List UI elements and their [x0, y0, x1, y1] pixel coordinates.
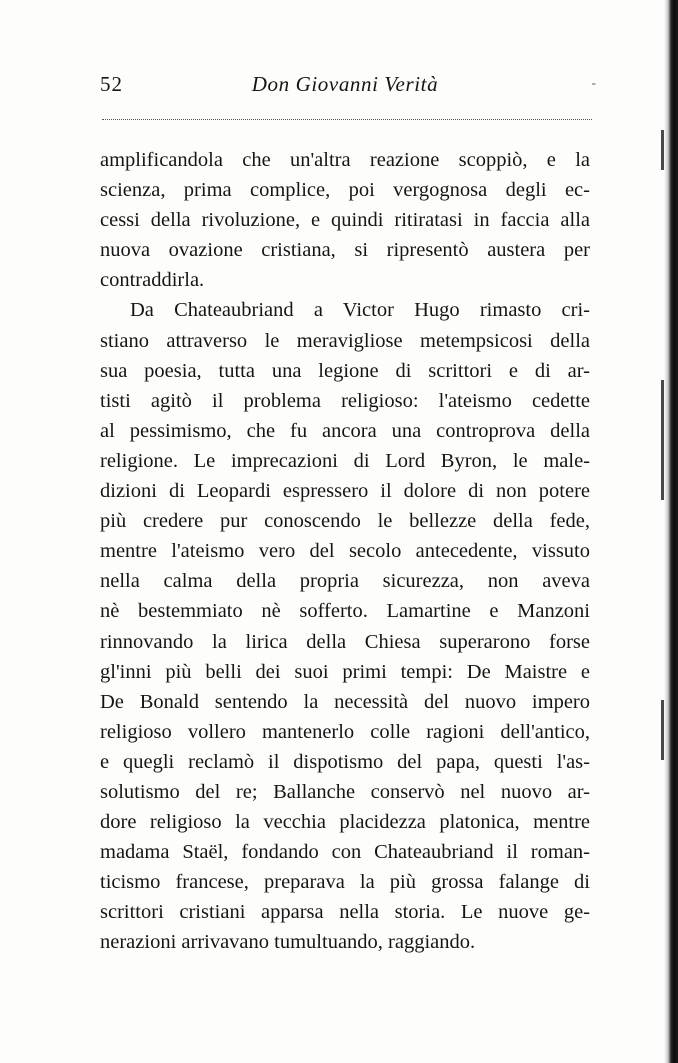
- text-line: nella calma della propria sicurezza, non aveva: [100, 570, 590, 593]
- text-line: più credere pur conoscendo le bellezze della fede,: [100, 510, 590, 533]
- body-text: [100, 145, 590, 958]
- text-line: al pessimismo, che fu ancora una controprova della: [100, 419, 590, 442]
- text-line: religioso vollero mantenerlo colle ragioni dell'antico,: [100, 720, 590, 743]
- text-line: gl'inni più belli dei suoi primi tempi: De Maistre e: [100, 660, 590, 683]
- text-line: dizioni di Leopardi espressero il dolore di non potere: [100, 480, 590, 503]
- page-edge-shadow: [664, 0, 678, 1063]
- text-line: stiano attraverso le meravigliose metempsicosi della: [100, 329, 590, 352]
- text-line: scienza, prima complice, poi vergognosa degli ec-: [100, 179, 590, 202]
- text-line: nuova ovazione cristiana, si ripresentò austera per: [100, 239, 590, 262]
- running-title: Don Giovanni Verità: [251, 72, 439, 96]
- header-mark: -: [591, 76, 596, 91]
- text-line: e quegli reclamò il dispotismo del papa, questi l'as-: [100, 750, 590, 773]
- header-rule: [102, 119, 592, 120]
- text-line: De Bonald sentendo la necessità del nuovo impero: [100, 690, 590, 713]
- page-edge-speck: [661, 130, 664, 170]
- text-line: rinnovando la lirica della Chiesa superarono forse: [100, 630, 590, 653]
- page-edge-speck: [661, 380, 664, 500]
- text-line: sua poesia, tutta una legione di scrittori e di ar-: [100, 359, 590, 382]
- text-line: ticismo francese, preparava la più grossa falange di: [100, 871, 590, 894]
- text-line: mentre l'ateismo vero del secolo antecedente, vissuto: [100, 540, 590, 563]
- page-number: 52: [100, 72, 123, 96]
- text-line: nerazioni arrivavano tumultuando, raggiando.: [100, 931, 476, 954]
- text-line: amplificandola che un'altra reazione scoppiò, e la: [100, 149, 590, 171]
- page-header: [100, 72, 596, 102]
- text-line: religione. Le imprecazioni di Lord Byron, le male-: [100, 449, 590, 472]
- text-line: madama Staël, fondando con Chateaubriand il roman-: [100, 841, 590, 864]
- text-line: dore religioso la vecchia placidezza platonica, mentre: [100, 811, 590, 834]
- text-line: tisti agitò il problema religioso: l'ateismo cedette: [100, 389, 590, 412]
- text-line: Da Chateaubriand a Victor Hugo rimasto cri-: [130, 299, 590, 322]
- text-line: solutismo del re; Ballanche conservò nel nuovo ar-: [100, 780, 590, 803]
- page-edge-speck: [661, 700, 664, 760]
- text-line: contraddirla.: [100, 269, 205, 292]
- text-line: cessi della rivoluzione, e quindi ritiratasi in faccia alla: [100, 209, 590, 232]
- text-line: scrittori cristiani apparsa nella storia. Le nuove ge-: [100, 901, 590, 924]
- text-line: nè bestemmiato nè sofferto. Lamartine e Manzoni: [100, 600, 590, 623]
